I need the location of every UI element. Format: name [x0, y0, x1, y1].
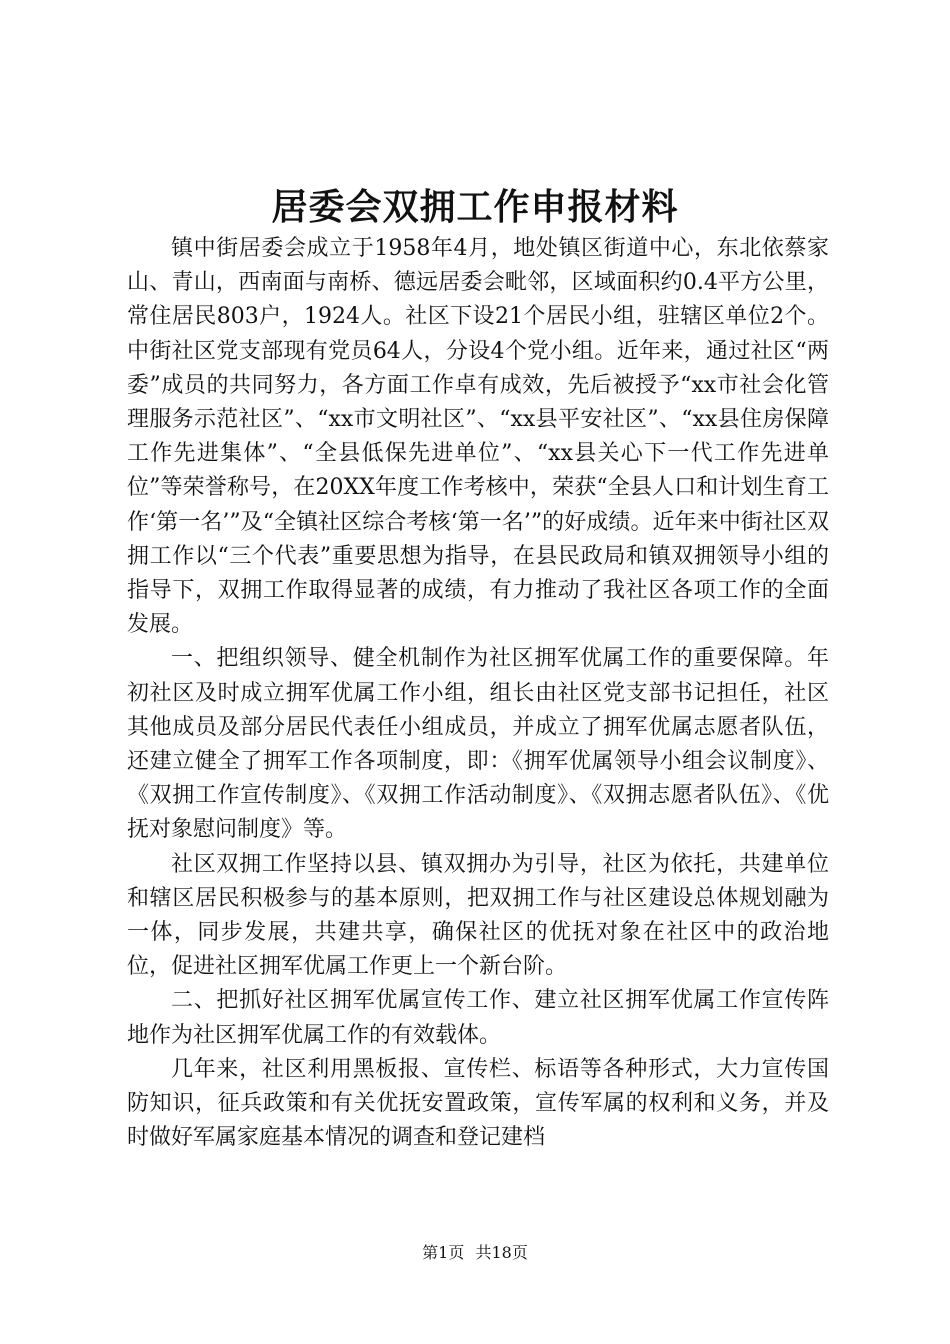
paragraph-publicity: 几年来，社区利用黑板报、宣传栏、标语等各种形式，大力宣传国防知识，征兵政策和有关优抚安置政策，宣传军属的权利和义务，并及时做好军属家庭基本情况的调查和登记建档: [127, 1056, 829, 1151]
page-total: 共18页: [475, 1243, 528, 1262]
paragraph-intro: 镇中街居委会成立于1958年4月，地处镇区街道中心，东北依蔡家山、青山，西南面与南桥、德远居委会毗邻，区域面积约0.4平方公里，常住居民803户，1924人。社区下设21个居民小组，驻辖区单位2个。中街社区党支部现有党员64人，分设4个党小组。近年来，通过社区“两委”成员的共同努力，各方面工作卓有成效，先后被授予“xx市社会化管理服务示范社区”、“xx市文明社区”、“xx县平安社区”、“xx县住房保障工作先进集体”、“全县低保先进单位”、“xx县关心下一代工作先进单位”等荣誉称号，在20XX年度工作考核中，荣获“全县人口和计划生育工作‘第一名’”及“全镇社区综合考核‘第一名’”的好成绩。近年来中街社区双拥工作以“三个代表”重要思想为指导，在县民政局和镇双拥领导小组的指导下，双拥工作取得显著的成绩，有力推动了我社区各项工作的全面发展。: [127, 236, 829, 638]
page-footer: [0, 1241, 950, 1265]
document-title: 居委会双拥工作申报材料: [271, 186, 679, 228]
paragraph-principle: 社区双拥工作坚持以县、镇双拥办为引导，社区为依托，共建单位和辖区居民积极参与的基本原则，把双拥工作与社区建设总体规划融为一体，同步发展，共建共享，确保社区的优抚对象在社区中的政治地位，促进社区拥军优属工作更上一个新台阶。: [127, 851, 829, 980]
paragraph-section-two: 二、把抓好社区拥军优属宣传工作、建立社区拥军优属工作宣传阵地作为社区拥军优属工作的有效载体。: [127, 988, 829, 1048]
document-body: [127, 232, 829, 1155]
page-number: 第1页: [422, 1243, 465, 1262]
paragraph-section-one: 一、把组织领导、健全机制作为社区拥军优属工作的重要保障。年初社区及时成立拥军优属工作小组，组长由社区党支部书记担任，社区其他成员及部分居民代表任小组成员，并成立了拥军优属志愿者队伍，还建立健全了拥军工作各项制度，即：《拥军优属领导小组会议制度》、《双拥工作宣传制度》、《双拥工作活动制度》、《双拥志愿者队伍》、《优抚对象慰问制度》等。: [127, 646, 829, 843]
